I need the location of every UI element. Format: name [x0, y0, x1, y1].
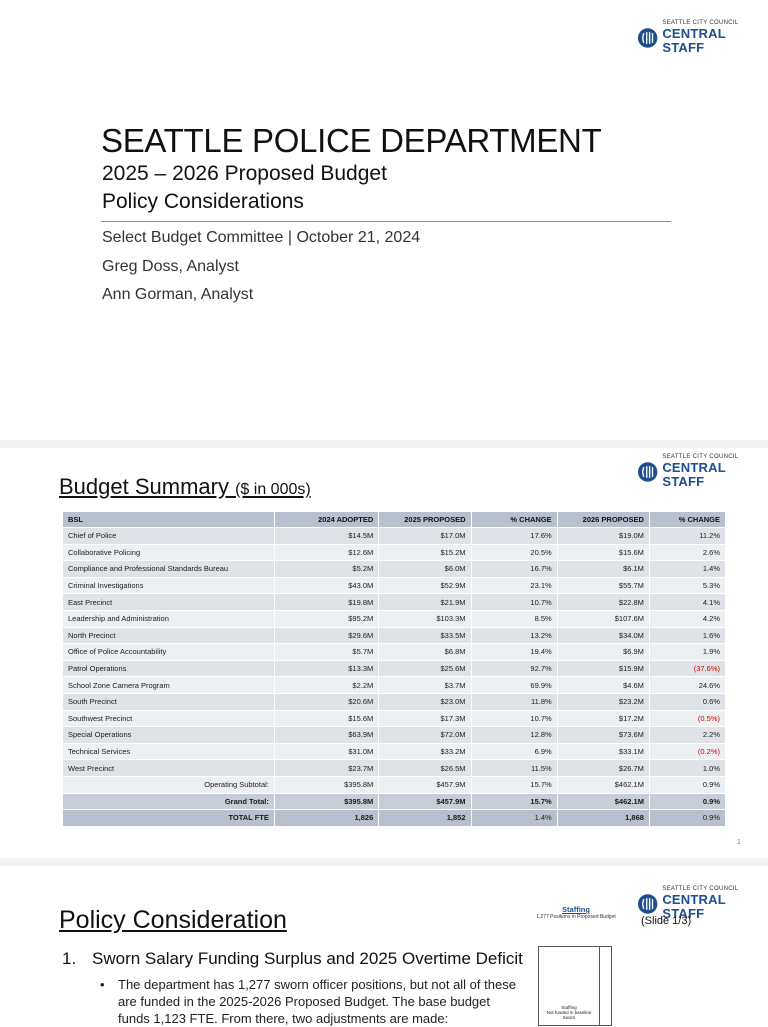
chart-label-3: Sworn [562, 1015, 576, 1020]
policy-subtitle: Policy Considerations [102, 190, 304, 213]
cell-value: $55.7M [557, 577, 649, 594]
table-row [63, 561, 726, 578]
cell-value: $462.1M [557, 776, 649, 793]
row-label: Technical Services [63, 743, 275, 760]
table-row [63, 693, 726, 710]
cell-value: $26.5M [379, 760, 471, 777]
cell-value: 1.6% [649, 627, 725, 644]
row-label: East Precinct [63, 594, 275, 611]
table-header-row [63, 512, 726, 528]
logo-small-text: SEATTLE CITY COUNCIL [662, 20, 739, 26]
cell-value: 12.8% [471, 727, 557, 744]
policy-heading: Policy Consideration [59, 906, 287, 934]
cell-value: $462.1M [557, 793, 649, 810]
cell-value: $5.7M [274, 644, 378, 661]
cell-value: $73.6M [557, 727, 649, 744]
cell-value: $103.3M [379, 610, 471, 627]
subtotal-row [63, 776, 726, 793]
cell-value: $395.8M [274, 793, 378, 810]
col-header: % CHANGE [649, 512, 725, 528]
row-label: Southwest Precinct [63, 710, 275, 727]
cell-value: 1,852 [379, 810, 471, 827]
cell-value: 4.1% [649, 594, 725, 611]
page-number: 1 [737, 839, 741, 846]
cell-value: 2.6% [649, 544, 725, 561]
cell-value: 0.9% [649, 793, 725, 810]
cell-value: (0.2%) [649, 743, 725, 760]
cell-value: $15.9M [557, 660, 649, 677]
cell-value: (0.5%) [649, 710, 725, 727]
cell-value: 13.2% [471, 627, 557, 644]
cell-value: 6.9% [471, 743, 557, 760]
budget-heading-text: Budget Summary [59, 474, 229, 499]
cell-value: $15.6M [557, 544, 649, 561]
cell-value: $31.0M [274, 743, 378, 760]
cell-value: $15.6M [274, 710, 378, 727]
cell-value: $26.7M [557, 760, 649, 777]
row-label: North Precinct [63, 627, 275, 644]
table-row [63, 610, 726, 627]
table-row [63, 710, 726, 727]
table-row [63, 743, 726, 760]
table-row [63, 577, 726, 594]
staffing-sub: 1,277 Positions in Proposed Budget [536, 914, 616, 920]
cell-value: 1.0% [649, 760, 725, 777]
table-row [63, 544, 726, 561]
row-label: South Precinct [63, 693, 275, 710]
row-label: Criminal Investigations [63, 577, 275, 594]
logo-big-text: CENTRAL STAFF [662, 460, 726, 489]
item-title: Sworn Salary Funding Surplus and 2025 Overtime Deficit [92, 949, 523, 968]
policy-item-1 [62, 949, 523, 969]
cell-value: 15.7% [471, 793, 557, 810]
cell-value: $457.9M [379, 793, 471, 810]
cell-value: $34.0M [557, 627, 649, 644]
row-label: Collaborative Policing [63, 544, 275, 561]
cell-value: (37.6%) [649, 660, 725, 677]
cell-value: $15.2M [379, 544, 471, 561]
row-label: West Precinct [63, 760, 275, 777]
cell-value: 24.6% [649, 677, 725, 694]
cell-value: 0.9% [649, 776, 725, 793]
title-divider [101, 221, 671, 222]
chart-label-1: Staffing [561, 1005, 577, 1010]
cell-value: 17.6% [471, 528, 557, 545]
slide-gap [0, 440, 768, 448]
cell-value: $12.6M [274, 544, 378, 561]
row-label: Grand Total: [63, 793, 275, 810]
col-header: % CHANGE [471, 512, 557, 528]
cell-value: 1,868 [557, 810, 649, 827]
logo-small-text: SEATTLE CITY COUNCIL [662, 886, 739, 892]
slide-note: (Slide 1/3) [641, 915, 692, 927]
cell-value: $6.9M [557, 644, 649, 661]
table-row [63, 727, 726, 744]
cell-value: 1,826 [274, 810, 378, 827]
logo-big-text: CENTRAL STAFF [662, 26, 726, 55]
table-row [63, 660, 726, 677]
cell-value: $23.0M [379, 693, 471, 710]
row-label: Leadership and Administration [63, 610, 275, 627]
col-header: 2026 PROPOSED [557, 512, 649, 528]
budget-summary-heading [59, 474, 311, 500]
staffing-thumbnail [536, 905, 616, 920]
slide-gap [0, 858, 768, 866]
cell-value: $95.2M [274, 610, 378, 627]
cell-value: 19.4% [471, 644, 557, 661]
chart-label-2: Not funded in baseline [546, 1010, 592, 1015]
bullet-text: The department has 1,277 sworn officer positions, but not all of these are funded in the 2025-2026 Proposed Budget. The base budget funds 1,123 FTE. From there, two adjustments are made: [118, 977, 516, 1026]
staffing-chart-inner [539, 947, 600, 1025]
cell-value: $457.9M [379, 776, 471, 793]
grand-total-row [63, 793, 726, 810]
analyst-1: Greg Doss, Analyst [102, 258, 239, 275]
table-row [63, 594, 726, 611]
cell-value: $23.7M [274, 760, 378, 777]
cell-value: $17.0M [379, 528, 471, 545]
cell-value: $23.2M [557, 693, 649, 710]
cell-value: $29.6M [274, 627, 378, 644]
row-label: Operating Subtotal: [63, 776, 275, 793]
cell-value: 2.2% [649, 727, 725, 744]
cell-value: $72.0M [379, 727, 471, 744]
col-header: 2024 ADOPTED [274, 512, 378, 528]
cell-value: 69.9% [471, 677, 557, 694]
cell-value: $33.2M [379, 743, 471, 760]
cell-value: 1.4% [471, 810, 557, 827]
cell-value: $21.9M [379, 594, 471, 611]
cell-value: 10.7% [471, 710, 557, 727]
budget-subtitle: 2025 – 2026 Proposed Budget [102, 162, 387, 185]
seattle-seal-icon [637, 461, 658, 483]
cell-value: $20.6M [274, 693, 378, 710]
committee-line: Select Budget Committee | October 21, 2024 [102, 229, 421, 246]
table-row [63, 677, 726, 694]
cell-value: 11.5% [471, 760, 557, 777]
analyst-2: Ann Gorman, Analyst [102, 286, 254, 303]
cell-value: $6.1M [557, 561, 649, 578]
cell-value: $14.5M [274, 528, 378, 545]
table-row [63, 760, 726, 777]
cell-value: $22.8M [557, 594, 649, 611]
cell-value: $25.6M [379, 660, 471, 677]
staffing-chart-label [541, 1005, 597, 1020]
cell-value: $19.8M [274, 594, 378, 611]
cell-value: $43.0M [274, 577, 378, 594]
cell-value: 0.6% [649, 693, 725, 710]
row-label: Compliance and Professional Standards Bureau [63, 561, 275, 578]
row-label: TOTAL FTE [63, 810, 275, 827]
central-staff-logo [637, 454, 768, 489]
budget-table [62, 511, 726, 827]
cell-value: 23.1% [471, 577, 557, 594]
row-label: Patrol Operations [63, 660, 275, 677]
cell-value: 1.4% [649, 561, 725, 578]
department-title: SEATTLE POLICE DEPARTMENT [101, 122, 602, 159]
cell-value: $33.5M [379, 627, 471, 644]
cell-value: $6.0M [379, 561, 471, 578]
item-number: 1. [62, 949, 77, 968]
cell-value: $5.2M [274, 561, 378, 578]
cell-value: 5.3% [649, 577, 725, 594]
cell-value: 8.5% [471, 610, 557, 627]
title-slide [0, 0, 768, 440]
cell-value: 92.7% [471, 660, 557, 677]
cell-value: $52.9M [379, 577, 471, 594]
seattle-seal-icon [637, 893, 658, 915]
cell-value: $17.2M [557, 710, 649, 727]
cell-value: $4.6M [557, 677, 649, 694]
central-staff-logo [637, 20, 768, 55]
cell-value: $63.9M [274, 727, 378, 744]
cell-value: 1.9% [649, 644, 725, 661]
table-row [63, 644, 726, 661]
seattle-seal-icon [637, 27, 658, 49]
staffing-chart [538, 946, 612, 1026]
cell-value: 11.2% [649, 528, 725, 545]
cell-value: 4.2% [649, 610, 725, 627]
bullet-icon: • [100, 977, 105, 992]
row-label: Chief of Police [63, 528, 275, 545]
col-header: BSL [63, 512, 275, 528]
budget-unit: ($ in 000s) [235, 481, 311, 498]
row-label: School Zone Camera Program [63, 677, 275, 694]
table-row [63, 627, 726, 644]
cell-value: $395.8M [274, 776, 378, 793]
cell-value: $2.2M [274, 677, 378, 694]
cell-value: 20.5% [471, 544, 557, 561]
cell-value: $19.0M [557, 528, 649, 545]
staffing-heading: Staffing [562, 905, 590, 914]
cell-value: 11.8% [471, 693, 557, 710]
cell-value: $6.8M [379, 644, 471, 661]
row-label: Special Operations [63, 727, 275, 744]
cell-value: 15.7% [471, 776, 557, 793]
cell-value: 16.7% [471, 561, 557, 578]
logo-small-text: SEATTLE CITY COUNCIL [662, 454, 739, 460]
cell-value: $17.3M [379, 710, 471, 727]
row-label: Office of Police Accountability [63, 644, 275, 661]
policy-bullet [102, 976, 522, 1027]
cell-value: 0.9% [649, 810, 725, 827]
table-row [63, 528, 726, 545]
cell-value: 10.7% [471, 594, 557, 611]
cell-value: $13.3M [274, 660, 378, 677]
cell-value: $33.1M [557, 743, 649, 760]
cell-value: $107.6M [557, 610, 649, 627]
logo-big-text: CENTRAL STAFF [662, 892, 726, 921]
total-fte-row [63, 810, 726, 827]
cell-value: $3.7M [379, 677, 471, 694]
col-header: 2025 PROPOSED [379, 512, 471, 528]
